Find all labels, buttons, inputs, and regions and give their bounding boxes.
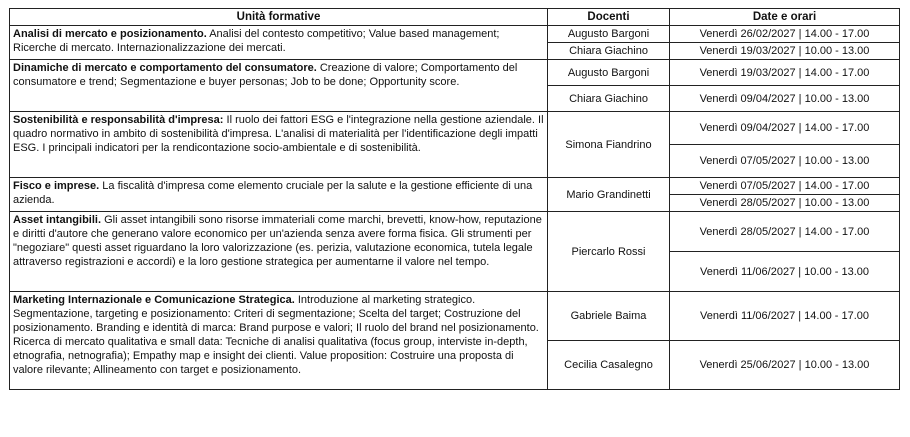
table-row (10, 112, 900, 145)
docente: Augusto Bargoni (548, 26, 670, 43)
docente: Chiara Giachino (548, 43, 670, 60)
date-slot: Venerdì 28/05/2027 | 14.00 - 17.00 (670, 212, 900, 252)
header-date: Date e orari (670, 9, 900, 26)
date-slot: Venerdì 09/04/2027 | 14.00 - 17.00 (670, 112, 900, 145)
date-slot: Venerdì 09/04/2027 | 10.00 - 13.00 (670, 86, 900, 112)
unit-description (10, 212, 548, 292)
unit-title: Analisi di mercato e posizionamento. (13, 28, 207, 40)
unit-text: Introduzione al marketing strategico. Segmentazione, targeting e posizionamento: Criteri di segmentazione; Scelta del target; Costruzione del posizionamento. Branding e identità di marca: Brand purpose e valori; Il ruolo del brand nel posizionamento. Ricerca di mercato qualitativa e small data: Tecniche di analisi qualitativa (focus group, interviste in-depth, etnografia, netnografia); Empathy map e insight dei clienti. Value proposition: Costruire una proposta di valore rilevante; Allineamento con target e posizionamento. (13, 294, 539, 376)
unit-text: Gli asset intangibili sono risorse immateriali come marchi, brevetti, know-how, reputazione e diritti d'autore che generano valore economico per un'azienda senza avere forma fisica. Gli strumenti per "negoziare" questi asset riguardano la loro valorizzazione (es. perizia, valutazione economica, tutela legale attraverso registrazioni e accordi) e la loro gestione strategica per aumentarne il valore nel tempo. (13, 214, 542, 268)
unit-description (10, 60, 548, 112)
docente: Simona Fiandrino (548, 112, 670, 178)
table-row (10, 60, 900, 86)
unit-title: Fisco e imprese. (13, 180, 100, 192)
date-slot: Venerdì 11/06/2027 | 14.00 - 17.00 (670, 292, 900, 341)
unit-title: Marketing Internazionale e Comunicazione Strategica. (13, 294, 295, 306)
docente: Augusto Bargoni (548, 60, 670, 86)
unit-description (10, 292, 548, 390)
unit-title: Dinamiche di mercato e comportamento del consumatore. (13, 62, 317, 74)
unit-title: Sostenibilità e responsabilità d'impresa: (13, 114, 224, 126)
date-slot: Venerdì 26/02/2027 | 14.00 - 17.00 (670, 26, 900, 43)
unit-description (10, 112, 548, 178)
table-row (10, 178, 900, 195)
date-slot: Venerdì 25/06/2027 | 10.00 - 13.00 (670, 341, 900, 390)
date-slot: Venerdì 19/03/2027 | 10.00 - 13.00 (670, 43, 900, 60)
docente: Cecilia Casalegno (548, 341, 670, 390)
docente: Piercarlo Rossi (548, 212, 670, 292)
docente: Mario Grandinetti (548, 178, 670, 212)
table-row (10, 292, 900, 341)
date-slot: Venerdì 07/05/2027 | 14.00 - 17.00 (670, 178, 900, 195)
unit-title: Asset intangibili. (13, 214, 102, 226)
unit-text: La fiscalità d'impresa come elemento cruciale per la salute e la gestione efficiente di una azienda. (13, 180, 533, 206)
date-slot: Venerdì 28/05/2027 | 10.00 - 13.00 (670, 195, 900, 212)
unit-text: Il ruolo dei fattori ESG e l'integrazione nella gestione aziendale. Il quadro normativo in ambito di sostenibilità d'impresa. L'analisi di materialità per l'identificazione degli impatti ESG. I principali indicatori per la rendicontazione socio-ambientale e di sostenibilità. (13, 114, 544, 154)
header-docenti: Docenti (548, 9, 670, 26)
unit-text: Analisi del contesto competitivo; Value based management; Ricerche di mercato. Internazionalizzazione dei mercati. (13, 28, 500, 54)
date-slot: Venerdì 19/03/2027 | 14.00 - 17.00 (670, 60, 900, 86)
unit-description (10, 178, 548, 212)
table-row (10, 212, 900, 252)
schedule-table (9, 8, 900, 390)
docente: Gabriele Baima (548, 292, 670, 341)
schedule-table-wrapper (9, 8, 900, 390)
docente: Chiara Giachino (548, 86, 670, 112)
date-slot: Venerdì 07/05/2027 | 10.00 - 13.00 (670, 145, 900, 178)
unit-description (10, 26, 548, 60)
header-unita: Unità formative (10, 9, 548, 26)
unit-text: Creazione di valore; Comportamento del consumatore e trend; Segmentazione e buyer personas; Job to be done; Opportunity score. (13, 62, 518, 88)
date-slot: Venerdì 11/06/2027 | 10.00 - 13.00 (670, 252, 900, 292)
table-row (10, 26, 900, 43)
header-row (10, 9, 900, 26)
